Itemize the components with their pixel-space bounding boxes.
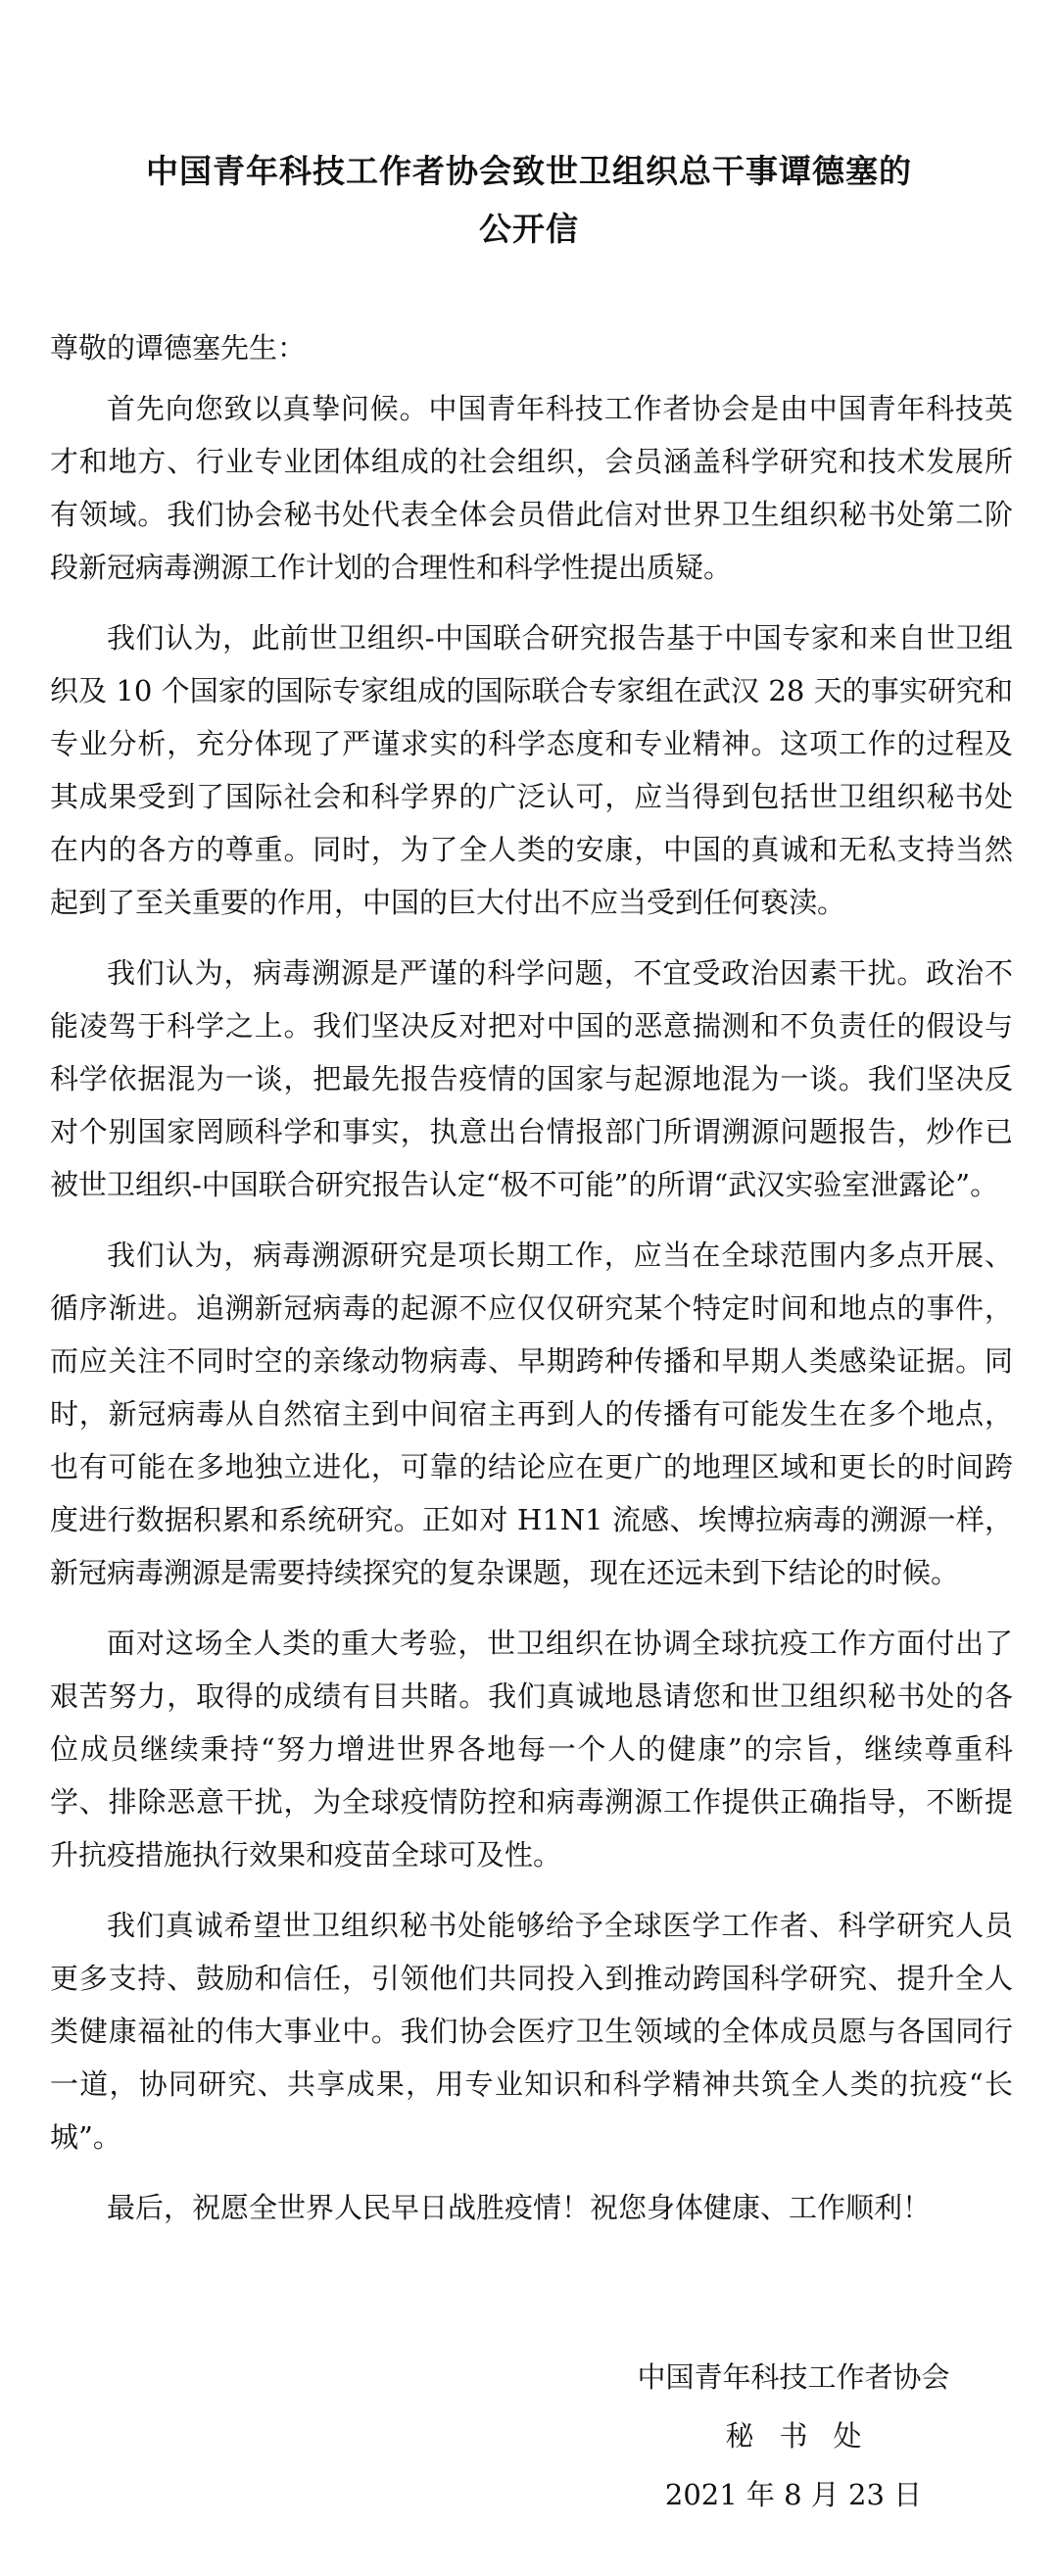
paragraph-introduction: 首先向您致以真挚问候。中国青年科技工作者协会是由中国青年科技英才和地方、行业专业团体组成的社会组织，会员涵盖科学研究和技术发展所有领域。我们协会秘书处代表全体会员借此信对世界卫生组织秘书处第二阶段新冠病毒溯源工作计划的合理性和科学性提出质疑。 xyxy=(50,392,1013,584)
paragraph-long-term-research: 我们认为，病毒溯源研究是项长期工作，应当在全球范围内多点开展、循序渐进。追溯新冠病毒的起源不应仅仅研究某个特定时间和地点的事件，而应关注不同时空的亲缘动物病毒、早期跨种传播和早期人类感染证据。同时，新冠病毒从自然宿主到中间宿主再到人的传播有可能发生在多个地点，也有可能在多地独立进化，可靠的结论应在更广的地理区域和更长的时间跨度进行数据积累和系统研究。正如对 H1N1 流感、埃博拉病毒的溯源一样，新冠病毒溯源是需要持续探究的复杂课题，现在还远未到下结论的时候。 xyxy=(50,1239,1013,1589)
paragraph-politics: 我们认为，病毒溯源是严谨的科学问题，不宜受政治因素干扰。政治不能凌驾于科学之上。我们坚决反对把对中国的恶意揣测和不负责任的假设与科学依据混为一谈，把最先报告疫情的国家与起源地混为一谈。我们坚决反对个别国家罔顾科学和事实，执意出台情报部门所谓溯源问题报告，炒作已被世卫组织-中国联合研究报告认定“极不可能”的所谓“武汉实验室泄露论”。 xyxy=(50,956,1013,1201)
paragraph-hope: 我们真诚希望世卫组织秘书处能够给予全球医学工作者、科学研究人员更多支持、鼓励和信任，引领他们共同投入到推动跨国科学研究、提升全人类健康福祉的伟大事业中。我们协会医疗卫生领域的全体成员愿与各国同行一道，协同研究、共享成果，用专业知识和科学精神共筑全人类的抗疫“长城”。 xyxy=(50,1909,1013,2154)
signature-organization: 中国青年科技工作者协会 xyxy=(637,2360,950,2394)
paragraph-joint-report: 我们认为，此前世卫组织-中国联合研究报告基于中国专家和来自世卫组织及 10 个国家的国际专家组成的国际联合专家组在武汉 28 天的事实研究和专业分析，充分体现了严谨求实的科学态度和专业精神。这项工作的过程及其成果受到了国际社会和科学界的广泛认可，应当得到包括世卫组织秘书处在内的各方的尊重。同时，为了全人类的安康，中国的真诚和无私支持当然起到了至关重要的作用，中国的巨大付出不应当受到任何亵渎。 xyxy=(50,621,1013,919)
signature-date: 2021 年 8 月 23 日 xyxy=(664,2478,923,2511)
paragraph-who-efforts: 面对这场全人类的重大考验，世卫组织在协调全球抗疫工作方面付出了艰苦努力，取得的成绩有目共睹。我们真诚地恳请您和世卫组织秘书处的各位成员继续秉持“努力增进世界各地每一个人的健康”的宗旨，继续尊重科学、排除恶意干扰，为全球疫情防控和病毒溯源工作提供正确指导，不断提升抗疫措施执行效果和疫苗全球可及性。 xyxy=(50,1627,1013,1871)
paragraph-closing: 最后，祝愿全世界人民早日战胜疫情！祝您身体健康、工作顺利！ xyxy=(107,2191,932,2224)
letter-title-continued: 公开信 xyxy=(479,210,579,248)
salutation: 尊敬的谭德塞先生： xyxy=(50,331,307,365)
letter-title: 中国青年科技工作者协会致世卫组织总干事谭德塞的 xyxy=(146,152,912,190)
signature-department: 秘书处 xyxy=(725,2419,888,2453)
letter-body xyxy=(50,382,1013,2252)
